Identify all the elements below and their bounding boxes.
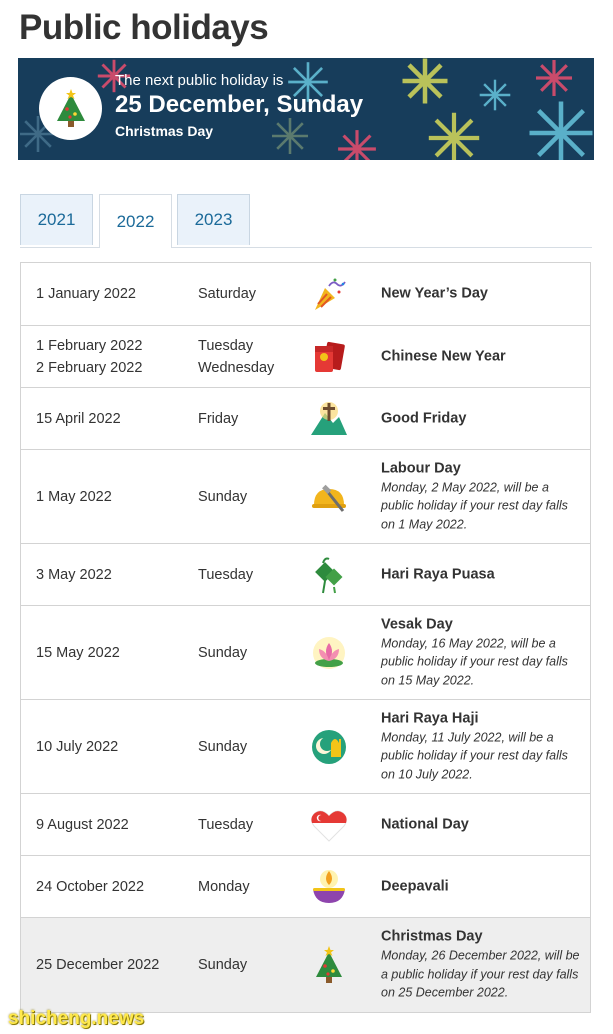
holiday-date: 1 January 2022 (36, 286, 136, 302)
holiday-name-cell (381, 615, 581, 690)
christmas-tree-icon (309, 945, 349, 985)
holiday-date: 25 December 2022 (36, 957, 160, 973)
next-holiday-banner (18, 58, 594, 160)
snowflake-icon (400, 58, 450, 106)
holiday-name-cell (381, 347, 581, 366)
holiday-note: Monday, 16 May 2022, will be a public holiday if your rest day falls on 15 May 2022. (381, 635, 568, 688)
holiday-date: 10 July 2022 (36, 738, 119, 755)
table-row (21, 450, 590, 544)
holiday-name: Hari Raya Puasa (381, 566, 495, 582)
banner-lead: The next public holiday is (115, 72, 284, 89)
holiday-day: Tuesday (198, 816, 254, 833)
holiday-name-cell (381, 285, 581, 304)
table-row (21, 326, 590, 388)
holiday-name: Christmas Day (381, 928, 483, 945)
table-row (21, 544, 590, 606)
banner-holiday-name: Christmas Day (115, 123, 214, 139)
table-row (21, 794, 590, 856)
holiday-name: Good Friday (381, 410, 467, 426)
holiday-date: 15 May 2022 (36, 644, 120, 661)
table-row-current (21, 918, 590, 1012)
table-row (21, 388, 590, 450)
holiday-note: Monday, 2 May 2022, will be a public holiday if your rest day falls on 1 May 2022. (381, 479, 568, 532)
holiday-name: Chinese New Year (381, 348, 506, 364)
holiday-name: New Year’s Day (381, 285, 488, 302)
holiday-day: Sunday (198, 488, 248, 505)
holiday-name-cell (381, 459, 581, 534)
holiday-date: 24 October 2022 (36, 878, 145, 895)
snowflake-icon (526, 98, 594, 160)
holiday-name-cell (381, 927, 581, 1002)
party-popper-icon (309, 274, 349, 314)
holiday-day: Tuesday Wednesday (198, 337, 275, 376)
year-tabs (20, 194, 592, 248)
banner-date: 25 December, Sunday (115, 91, 364, 118)
mosque-crescent-icon (309, 727, 349, 767)
holiday-name-cell (381, 877, 581, 896)
cross-hill-icon (309, 399, 349, 439)
hard-hat-icon (309, 477, 349, 517)
holiday-day: Sunday (198, 644, 248, 661)
holiday-name-cell (381, 815, 581, 834)
holiday-day: Friday (198, 410, 239, 427)
snowflake-icon (426, 110, 482, 160)
tab-2023[interactable]: 2023 (177, 194, 250, 245)
holiday-day: Sunday (198, 738, 248, 755)
banner-text (115, 72, 363, 139)
holiday-name-cell (381, 565, 581, 584)
holiday-day: Tuesday (198, 566, 254, 583)
holiday-day: Sunday (198, 957, 248, 973)
holiday-name: Labour Day (381, 459, 461, 476)
holiday-date: 15 April 2022 (36, 410, 121, 427)
holiday-name: Hari Raya Haji (381, 709, 479, 726)
table-row (21, 856, 590, 918)
holiday-date: 1 February 2022 2 February 2022 (36, 337, 143, 376)
ketupat-icon (309, 555, 349, 595)
tab-2021[interactable]: 2021 (20, 194, 93, 245)
tab-2022[interactable]: 2022 (99, 194, 172, 248)
watermark: shicheng.news (8, 1008, 145, 1029)
page-title: Public holidays (19, 8, 269, 47)
holiday-date: 9 August 2022 (36, 816, 129, 833)
singapore-heart-icon (309, 805, 349, 845)
table-row (21, 606, 590, 700)
holiday-name: National Day (381, 816, 469, 832)
snowflake-icon (478, 78, 512, 112)
oil-lamp-icon (309, 867, 349, 907)
holiday-name: Vesak Day (381, 615, 453, 632)
table-row (21, 263, 590, 326)
holiday-table (20, 262, 591, 1013)
holiday-name-cell (381, 409, 581, 428)
red-packet-icon (309, 337, 349, 377)
holiday-day: Monday (198, 878, 250, 895)
holiday-name-cell (381, 709, 581, 784)
holiday-note: Monday, 26 December 2022, will be a public holiday if your rest day falls on 25 December 2022. (381, 948, 580, 1000)
holiday-date: 1 May 2022 (36, 488, 112, 505)
holiday-date: 3 May 2022 (36, 566, 112, 583)
lotus-icon (309, 633, 349, 673)
holiday-day: Saturday (198, 286, 257, 302)
banner-holiday-badge (39, 77, 102, 140)
christmas-tree-icon (54, 89, 88, 129)
holiday-note: Monday, 11 July 2022, will be a public holiday if your rest day falls on 10 July 2022. (381, 729, 568, 782)
snowflake-icon (534, 58, 574, 98)
table-row (21, 700, 590, 794)
holiday-name: Deepavali (381, 878, 449, 894)
